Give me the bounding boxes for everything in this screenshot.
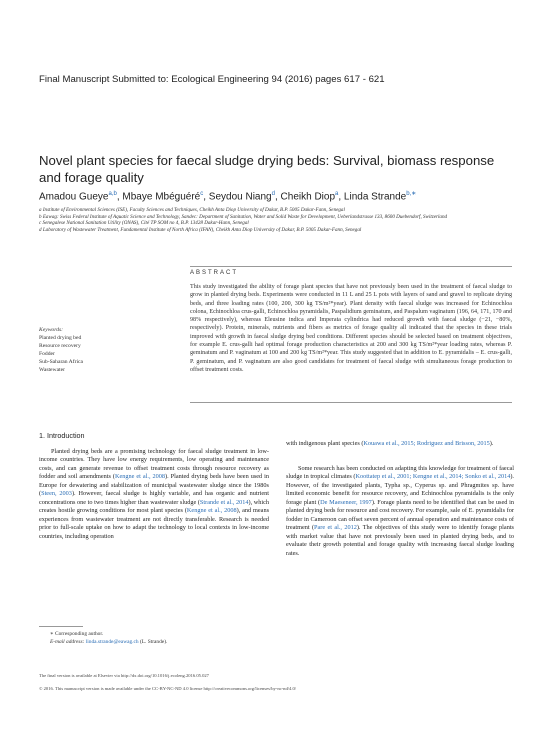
citation-link[interactable]: Pare et al., 2012 <box>314 524 357 532</box>
keyword-item: Fodder <box>39 351 55 357</box>
affiliation-a: a Institute of Environmental Sciences (ISE), Faculty Sciences and Techniques, Cheikh Anta Diop University of Dakar, B.P. 5005 Dakar-Fann, Senegal <box>39 207 345 213</box>
abstract-text: This study investigated the ability of forage plant species that have not previously been used in the treatment of faecal sludge to grow in planted drying beds. Experiments were conducted in 11 L and 25 L pots with layers of sand and gravel to replicate drying beds, and three loading rates (100, 200, 300 kg TS/m²*year). Plant density with faecal sludge was increased for Echinochloa colona, Echinochloa crus-galli, Echinochloa pyramidalis, Paspalidium geminatum, and Paspalum vaginatum (196, 64, 171, 170 and 98% respectively), whereas Eleusine indica and Imperata cylindrica had reduced growth with faecal sludge (−21, −80%, respectively). Protein, minerals, nutrients and fibers as metrics of forage quality all indicated that the species in these trials improved with growth in faecal sludge drying bed conditions. Different species should be selected based on treatment objectives, for example E. crus-galli had optimal forage production characteristics at 200 and 300 kg TS/m²*year loading rates, whereas P. geminatum and P. vaginatum at 100 and 200 kg TS/m²*year. This study suggested that in addition to E. pyramidalis – E. crus-galli, P. geminatum, and P. vaginatum are also good candidates for treatment of faecal sludge with simultaneous forage production to offset treatment costs. <box>190 284 512 373</box>
email-label: E-mail address: <box>50 639 85 645</box>
author-affiliation-mark[interactable]: c <box>200 191 204 197</box>
author-name: Mbaye Mbéguéré <box>122 191 201 203</box>
citation-link[interactable]: Kengne et al., 2008 <box>114 473 166 481</box>
intro-right-column-paragraph: Some research has been conducted on adapting this knowledge for treatment of faecal sludge in tropical climates (Koottatep et al., 2001; Kengne et al., 2014; Sonko et al., 2014). However, of the investigated plants, Typha sp., Cyperus sp. and Phragmites sp. have limited economic benefit for resource recovery, and Echinochloa pyramidalis is the only forage plant (De Maeseneer, 1997). Forage plants need to be identified that can be used in planted drying beds for resource and cost recovery. For example, sale of E. pyramidalis for fodder in Cameroon can offset seven percent of annual operation and maintenance costs of treatment (Pare et al., 2012). The objectives of this study were to identify forage plants with market value that have not previously been used in planted drying beds, and to evaluate their growth potential and forage quality with increasing faecal sludge loading rates. <box>286 465 515 557</box>
author-affiliation-mark[interactable]: d <box>271 191 275 197</box>
email-link[interactable]: linda.strande@eawag.ch <box>85 639 139 645</box>
citation-link[interactable]: Steen, 2003 <box>41 490 72 498</box>
author-name: Seydou Niang <box>208 191 272 203</box>
citation-link[interactable]: Strande et al., 2014 <box>199 498 249 506</box>
footer-doi-line: The final version is available at Elsevier via http://dx.doi.org/10.1016/j.ecoleng.2016.05.027 <box>39 673 209 678</box>
footer-license-line: © 2016. This manuscript version is made available under the CC-BY-NC-ND 4.0 license http://creativecommons.org/licenses/by-nc-nd/4.0/ <box>39 686 297 691</box>
keyword-item: Planted drying bed <box>39 335 82 341</box>
abstract-heading: ABSTRACT <box>190 270 239 276</box>
abstract-top-rule <box>190 266 512 267</box>
keywords-heading: Keywords: <box>39 327 64 333</box>
keyword-item: Resource recovery <box>39 343 81 349</box>
author-affiliation-mark[interactable]: a <box>335 191 339 197</box>
author-affiliation-mark[interactable]: b,∗ <box>406 191 417 197</box>
abstract-bottom-rule <box>190 402 512 403</box>
citation-link[interactable]: Koottatep et al., 2001; Kengne et al., 2014; Sonko et al., 2014 <box>355 473 511 481</box>
intro-right-column-continuation: with indigenous plant species (Kouawa et al., 2015; Rodriguez and Brisson, 2015). <box>286 440 494 447</box>
affiliation-b: b Eawag: Swiss Federal Institute of Aquatic Science and Technology, Sandec: Department of Sanitation, Water and Solid Waste for Development, Ueberlandstrasse 133, 8600 Duebendorf, Switzerland <box>39 213 448 220</box>
corresponding-author-note: ∗ Corresponding author. <box>50 631 104 637</box>
affiliations <box>39 207 509 234</box>
author-name: Linda Strande <box>343 191 407 203</box>
paper-title: Novel plant species for faecal sludge drying beds: Survival, biomass response and forage quality <box>39 153 495 185</box>
section-heading-introduction: 1. Introduction <box>39 431 85 440</box>
footnote-rule <box>39 626 83 627</box>
affiliation-d: d Laboratory of Wastewater Treatment, Fundamental Institute of North Africa (IFAN), Cheikh Anta Diop University of Dakar, B.P. 5005 Dakar-Fann, Senegal <box>39 227 362 234</box>
email-suffix: (L. Strande). <box>139 639 168 645</box>
author-name: Amadou Gueye <box>39 191 109 203</box>
citation-link[interactable]: Kouawa et al., 2015; Rodriguez and Brisson, 2015 <box>363 440 490 447</box>
keyword-item: Sub-Saharan Africa <box>39 359 83 365</box>
citation-link[interactable]: Kengne et al., 2008 <box>186 507 237 515</box>
author-name: Cheikh Diop <box>280 191 336 203</box>
email-footnote <box>50 639 470 645</box>
affiliation-c: c Senegalese National Sanitation Utility (ONAS), Cité TP SOM no 4, B.P. 13428 Dakar-Hann, Senegal <box>39 220 249 227</box>
author-list: Amadou Gueye$^{a,b}$, Mbaye Mbéguéré$^c$, Seydou Niang$^d$, Cheikh Diop$^a$, Linda Strande$^{b,∗}$ <box>39 191 417 203</box>
intro-left-column: Planted drying beds are a promising technology for faecal sludge treatment in low-income countries. They have low energy requirements, low operating and maintenance costs, and can generate revenue to offset treatment costs through resource recovery as fodder and soil amendments (Kengne et al., 2008). Planted drying beds have been used in Europe for dewatering and stabilization of municipal wastewater sludge since the 1980s (Steen, 2003). However, faecal sludge is highly variable, and has organic and nutrient concentrations one to two times higher than wastewater sludge (Strande et al., 2014), which creates hostile growing conditions for most plant species (Kengne et al., 2008), and means experiences from wastewater treatment are not directly transferable. Research is needed prior to full-scale uptake on how to adapt the technology to local contexts in low-income countries, including operation <box>39 448 270 540</box>
citation-link[interactable]: De Maeseneer, 1997 <box>320 498 372 506</box>
keyword-item: Wastewater <box>39 367 65 373</box>
keywords-block <box>39 326 159 374</box>
manuscript-header: Final Manuscript Submitted to: Ecological Engineering 94 (2016) pages 617 - 621 <box>39 74 385 85</box>
author-affiliation-mark[interactable]: a,b <box>108 191 117 197</box>
